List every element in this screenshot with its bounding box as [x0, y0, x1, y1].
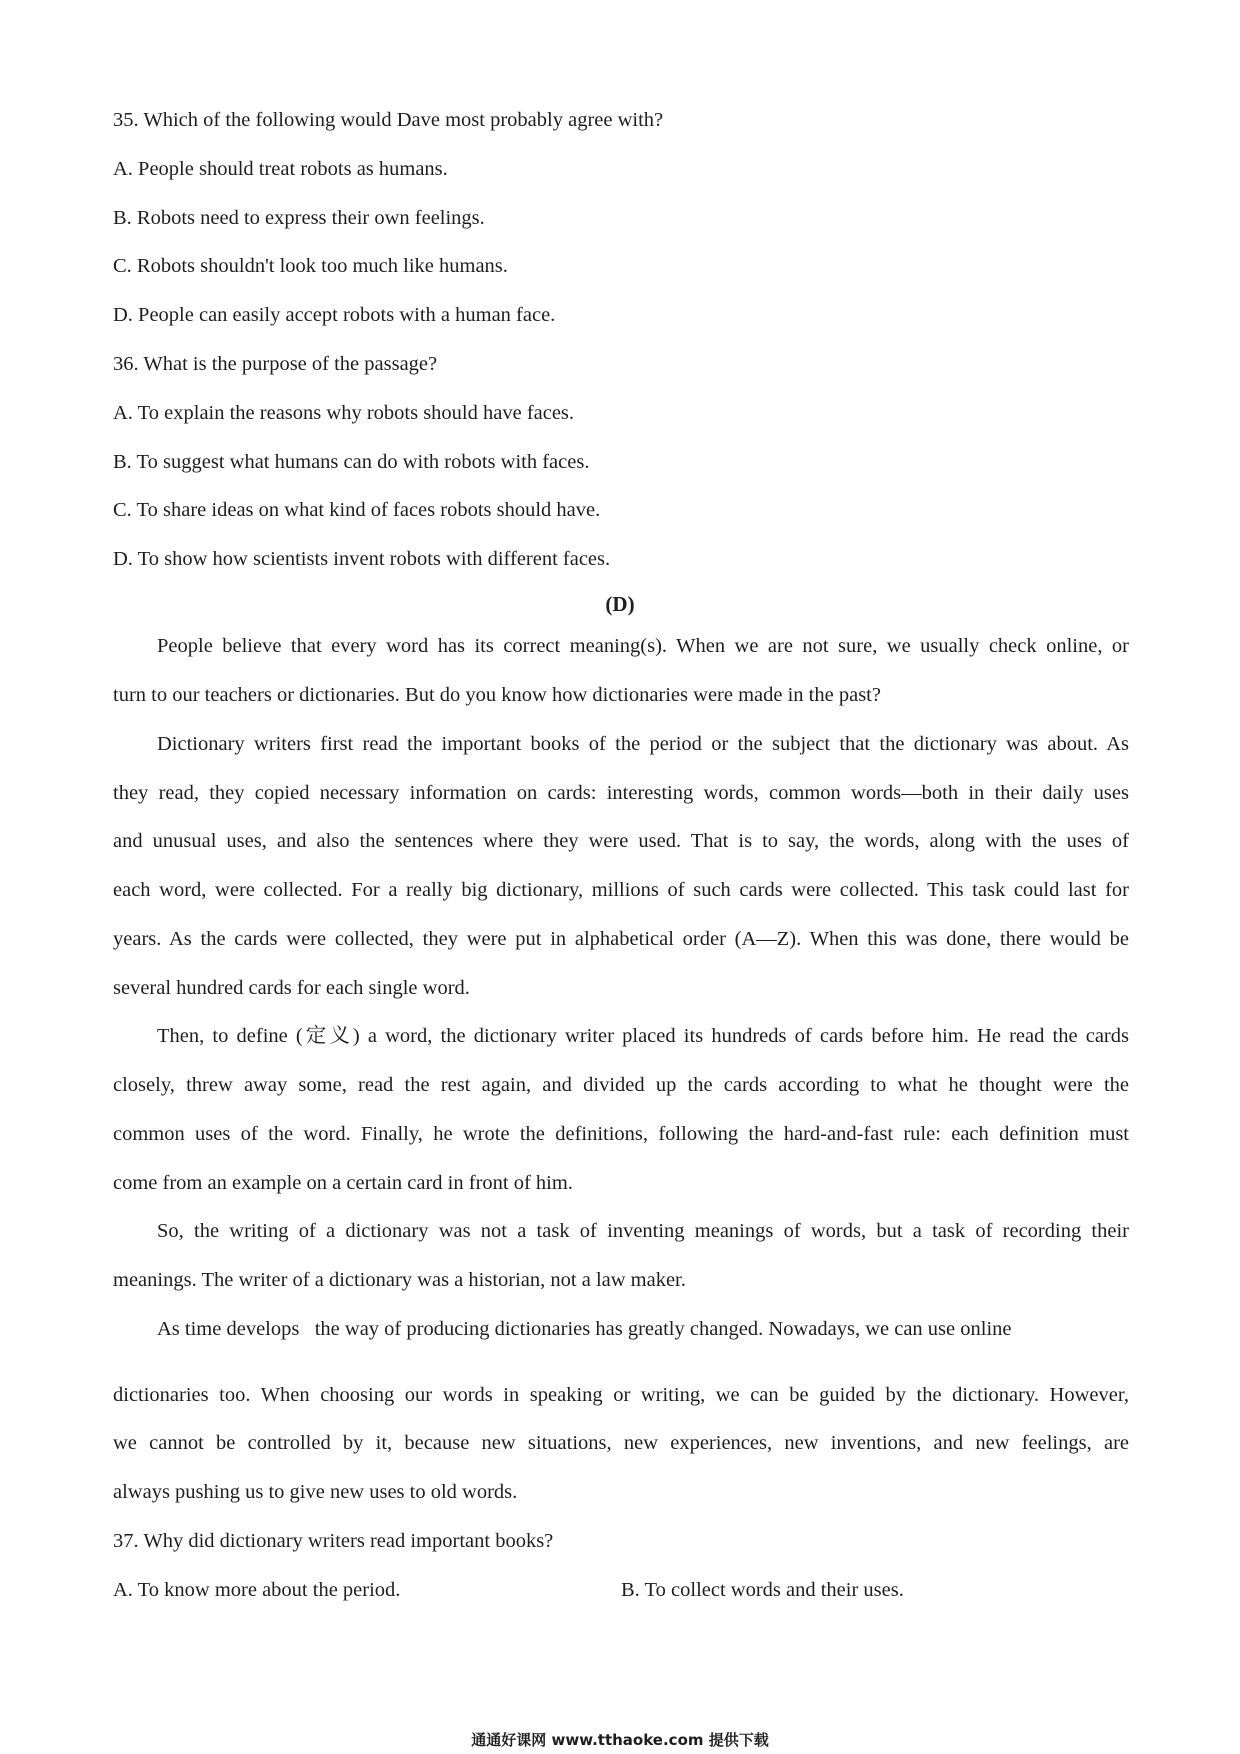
q35-option-d: D. People can easily accept robots with a human face.	[113, 304, 556, 326]
passage-line: always pushing us to give new uses to old words.	[113, 1481, 518, 1503]
passage-line: common uses of the word. Finally, he wrote the definitions, following the hard-and-fast rule: each definition must	[113, 1123, 1129, 1145]
passage-line: Then, to define (定义) a word, the dictionary writer placed its hundreds of cards before him. He read the cards	[157, 1025, 1129, 1047]
passage-line: each word, were collected. For a really big dictionary, millions of such cards were collected. This task could last for	[113, 879, 1129, 901]
passage-line: So, the writing of a dictionary was not a task of inventing meanings of words, but a task of recording their	[157, 1220, 1129, 1242]
q35-option-c: C. Robots shouldn't look too much like humans.	[113, 255, 508, 277]
passage-line: several hundred cards for each single word.	[113, 977, 470, 999]
q36-question: 36. What is the purpose of the passage?	[113, 353, 438, 375]
passage-line: they read, they copied necessary information on cards: interesting words, common words—both in their daily uses	[113, 782, 1129, 804]
passage-line: meanings. The writer of a dictionary was a historian, not a law maker.	[113, 1269, 686, 1291]
passage-line: closely, threw away some, read the rest again, and divided up the cards according to what he thought were the	[113, 1074, 1129, 1096]
q35-question: 35. Which of the following would Dave most probably agree with?	[113, 109, 664, 131]
passage-line: and unusual uses, and also the sentences where they were used. That is to say, the words, along with the uses of	[113, 830, 1129, 852]
passage-line: years. As the cards were collected, they were put in alphabetical order (A—Z). When this was done, there would be	[113, 928, 1129, 950]
q36-option-b: B. To suggest what humans can do with robots with faces.	[113, 451, 590, 473]
passage-line: come from an example on a certain card in front of him.	[113, 1172, 573, 1194]
passage-line: turn to our teachers or dictionaries. But do you know how dictionaries were made in the past?	[113, 684, 881, 706]
passage-line: we cannot be controlled by it, because new situations, new experiences, new inventions, and new feelings, are	[113, 1432, 1129, 1454]
passage-line: dictionaries too. When choosing our words in speaking or writing, we can be guided by the dictionary. However,	[113, 1384, 1129, 1406]
q37-option-a: A. To know more about the period.	[113, 1579, 401, 1601]
footer-watermark: 通通好课网 www.tthaoke.com 提供下载	[471, 1731, 769, 1749]
q36-option-d: D. To show how scientists invent robots with different faces.	[113, 548, 611, 570]
q36-option-a: A. To explain the reasons why robots should have faces.	[113, 402, 575, 424]
passage-line: As time develops the way of producing dictionaries has greatly changed. Nowadays, we can use online	[157, 1318, 1012, 1340]
q35-option-a: A. People should treat robots as humans.	[113, 158, 448, 180]
q35-option-b: B. Robots need to express their own feelings.	[113, 207, 485, 229]
section-title: (D)	[605, 592, 635, 616]
q37-question: 37. Why did dictionary writers read important books?	[113, 1530, 554, 1552]
passage-line: Dictionary writers first read the important books of the period or the subject that the dictionary was about. As	[157, 733, 1129, 755]
q36-option-c: C. To share ideas on what kind of faces robots should have.	[113, 499, 601, 521]
q37-option-b: B. To collect words and their uses.	[621, 1579, 904, 1601]
passage-line: People believe that every word has its correct meaning(s). When we are not sure, we usually check online, or	[157, 635, 1129, 657]
